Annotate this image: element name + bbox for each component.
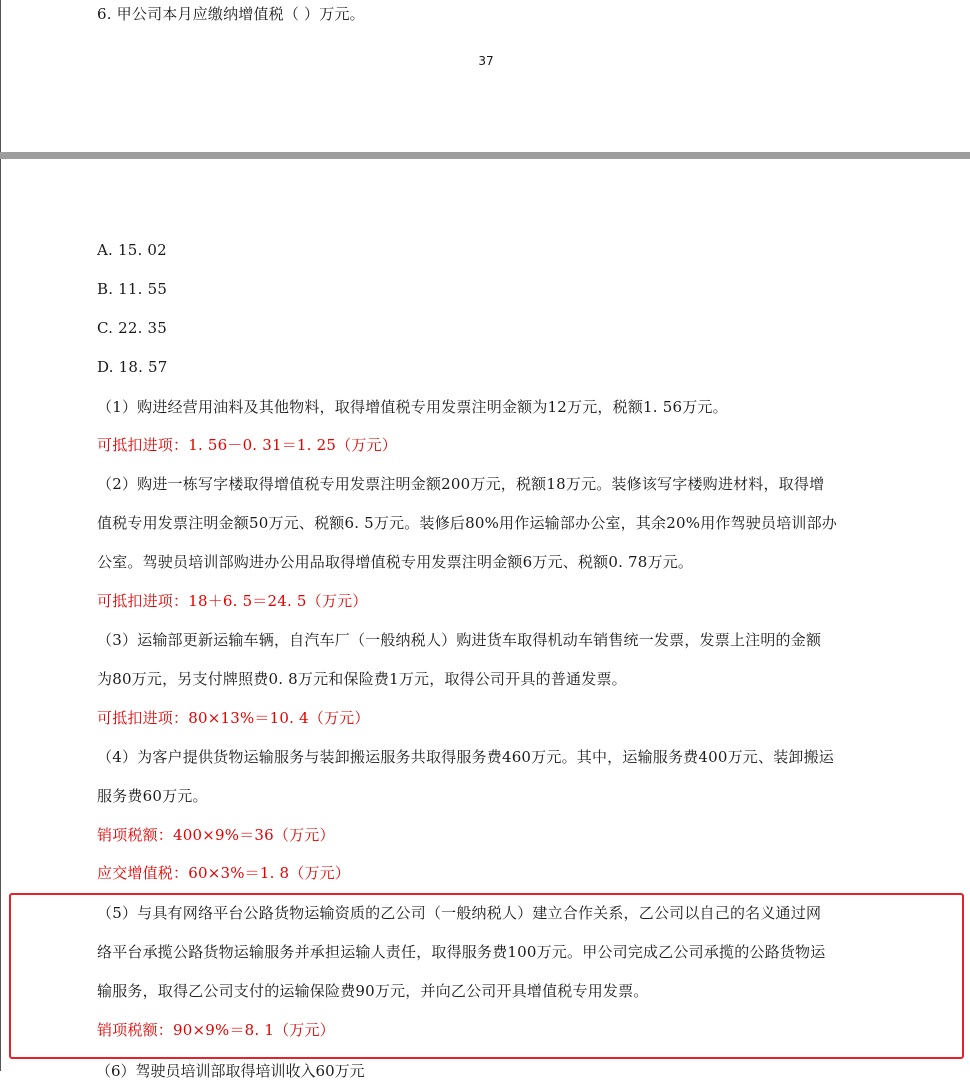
current-page <box>0 159 970 1071</box>
item-1: （1）购进经营用油料及其他物料，取得增值税专用发票注明金额为12万元，税额1. 56万元。 <box>97 398 728 416</box>
previous-page <box>0 0 970 152</box>
item-4-line-2: 服务费60万元。 <box>97 787 208 805</box>
item-5-line-2: 络平台承揽公路货物运输服务并承担运输人责任，取得服务费100万元。甲公司完成乙公司承揽的公路货物运 <box>97 943 826 961</box>
item-5-line-3: 输服务，取得乙公司支付的运输保险费90万元，并向乙公司开具增值税专用发票。 <box>97 982 649 1000</box>
item-2-line-2: 值税专用发票注明金额50万元、税额6. 5万元。装修后80%用作运输部办公室，其余20%用作驾驶员培训部办 <box>97 514 837 532</box>
item-5-line-1: （5）与具有网络平台公路货物运输资质的乙公司（一般纳税人）建立合作关系，乙公司以自己的名义通过网 <box>97 904 822 922</box>
item-4-line-1: （4）为客户提供货物运输服务与装卸搬运服务共取得服务费460万元。其中，运输服务费400万元、装卸搬运 <box>97 748 835 766</box>
option-b: B. 11. 55 <box>97 280 168 298</box>
item-6-partial: （6）驾驶员培训部取得培训收入60万元 <box>96 1062 365 1080</box>
answer-4b: 应交增值税：60×3%＝1. 8（万元） <box>97 864 351 882</box>
item-3-line-1: （3）运输部更新运输车辆，自汽车厂（一般纳税人）购进货车取得机动车销售统一发票，发票上注明的金额 <box>97 631 822 649</box>
answer-4a: 销项税额：400×9%＝36（万元） <box>97 826 335 844</box>
item-3-line-2: 为80万元，另支付牌照费0. 8万元和保险费1万元，取得公司开具的普通发票。 <box>97 670 627 688</box>
answer-2: 可抵扣进项：18＋6. 5＝24. 5（万元） <box>97 592 368 610</box>
item-2-line-1: （2）购进一栋写字楼取得增值税专用发票注明金额200万元，税额18万元。装修该写字楼购进材料，取得增 <box>97 475 825 493</box>
question-6: 6. 甲公司本月应缴纳增值税（ ）万元。 <box>97 5 365 23</box>
answer-1: 可抵扣进项：1. 56－0. 31＝1. 25（万元） <box>97 436 397 454</box>
answer-3: 可抵扣进项：80×13%＝10. 4（万元） <box>97 709 370 727</box>
option-c: C. 22. 35 <box>97 319 167 337</box>
answer-5: 销项税额：90×9%＝8. 1（万元） <box>97 1021 335 1039</box>
page-separator <box>0 152 970 159</box>
page-number: 37 <box>478 54 494 68</box>
option-d: D. 18. 57 <box>97 358 168 376</box>
option-a: A. 15. 02 <box>97 241 167 259</box>
item-2-line-3: 公室。驾驶员培训部购进办公用品取得增值税专用发票注明金额6万元、税额0. 78万元。 <box>97 553 694 571</box>
